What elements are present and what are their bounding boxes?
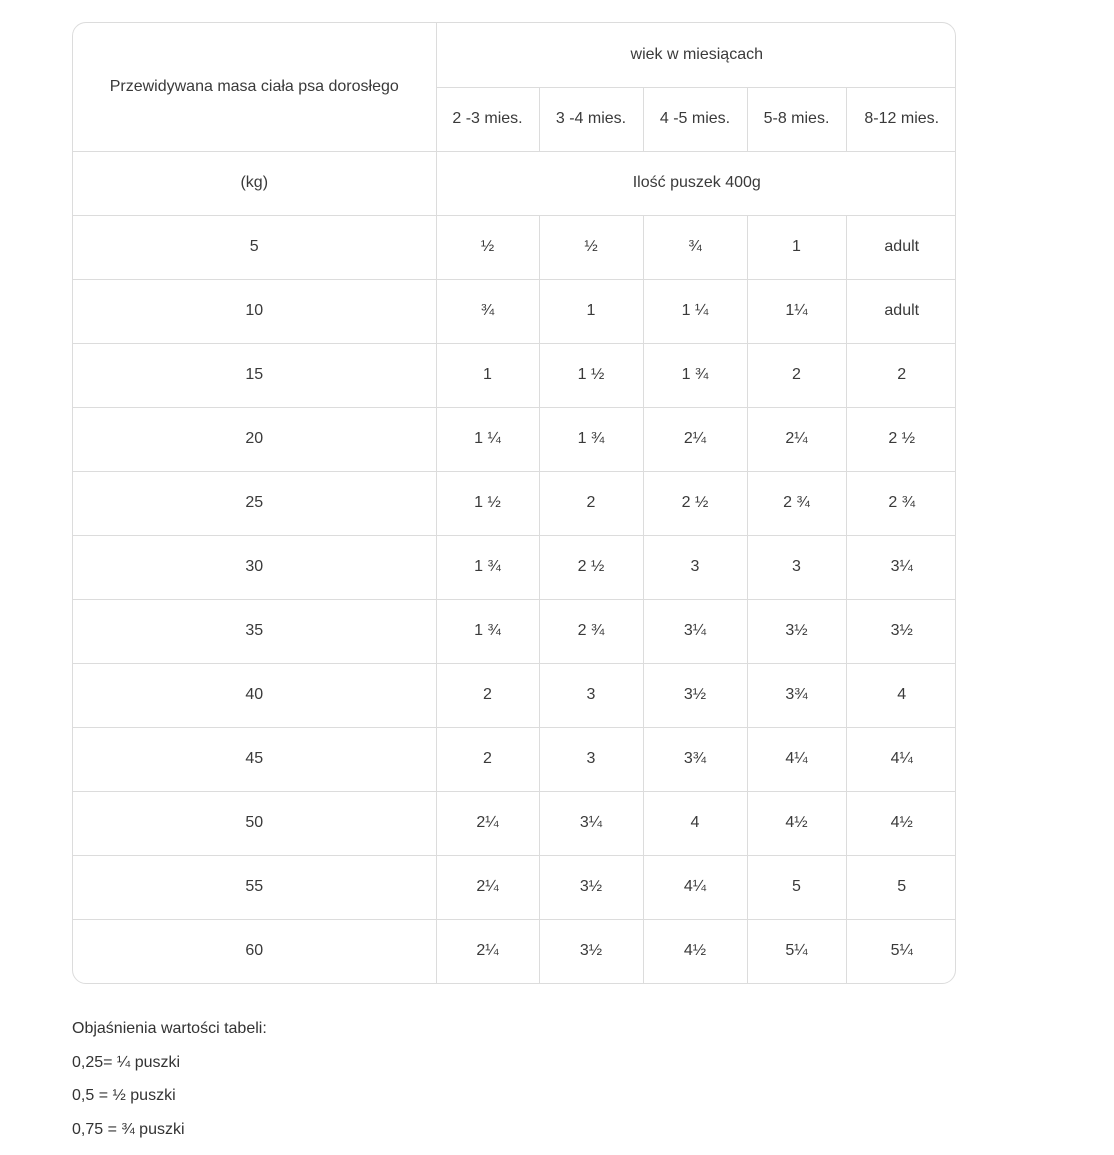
portion-cell: ½ (539, 215, 643, 279)
portion-cell: 3½ (539, 919, 643, 983)
portion-cell: ¾ (436, 279, 539, 343)
table-row (73, 471, 956, 535)
table-row (73, 919, 956, 983)
portion-cell: 2¼ (747, 407, 846, 471)
portion-cell: 3½ (539, 855, 643, 919)
weight-cell: 55 (73, 855, 436, 919)
portion-cell: 2 ¾ (747, 471, 846, 535)
portion-cell: 4¼ (846, 727, 956, 791)
portion-cell: 2 (846, 343, 956, 407)
portion-cell: 5 (747, 855, 846, 919)
portion-cell: 4½ (846, 791, 956, 855)
table-notes (72, 1018, 267, 1152)
note-line: 0,25= ¼ puszki (72, 1053, 181, 1071)
portion-cell: 1 ¼ (436, 407, 539, 471)
feeding-table-container (72, 22, 956, 984)
portion-cell: 3 (539, 727, 643, 791)
age-column-header: 5-8 mies. (747, 87, 846, 151)
weight-cell: 20 (73, 407, 436, 471)
weight-cell: 45 (73, 727, 436, 791)
portion-cell: 4 (643, 791, 747, 855)
unit-label: (kg) (73, 151, 436, 215)
portion-cell: ½ (436, 215, 539, 279)
portion-cell: 2 ½ (539, 535, 643, 599)
portion-cell: ¾ (643, 215, 747, 279)
table-row (73, 599, 956, 663)
table-row (73, 791, 956, 855)
header-row-3 (73, 151, 956, 215)
portion-cell: 3¼ (846, 535, 956, 599)
portion-cell: 4¼ (643, 855, 747, 919)
quantity-label: Ilość puszek 400g (436, 151, 956, 215)
portion-cell: 5¼ (747, 919, 846, 983)
portion-cell: 3¾ (643, 727, 747, 791)
portion-cell: 2 ¾ (539, 599, 643, 663)
table-row (73, 215, 956, 279)
table-row (73, 855, 956, 919)
age-column-header: 2 -3 mies. (436, 87, 539, 151)
age-header: wiek w miesiącach (436, 23, 956, 87)
portion-cell: 1 ¾ (643, 343, 747, 407)
table-row (73, 727, 956, 791)
portion-cell: 3½ (846, 599, 956, 663)
table-row (73, 407, 956, 471)
note-line: 0,75 = ¾ puszki (72, 1120, 185, 1138)
portion-cell: 2 ½ (643, 471, 747, 535)
portion-cell: 2¼ (436, 791, 539, 855)
table-row (73, 535, 956, 599)
weight-cell: 5 (73, 215, 436, 279)
weight-cell: 35 (73, 599, 436, 663)
portion-cell: 3¼ (643, 599, 747, 663)
portion-cell: 4¼ (747, 727, 846, 791)
portion-cell: 3 (747, 535, 846, 599)
portion-cell: 3½ (747, 599, 846, 663)
portion-cell: 1 ¼ (643, 279, 747, 343)
portion-cell: 2¼ (436, 919, 539, 983)
table-row (73, 663, 956, 727)
weight-cell: 15 (73, 343, 436, 407)
portion-cell: 1 (747, 215, 846, 279)
portion-cell: 4 (846, 663, 956, 727)
portion-cell: 1 ¾ (539, 407, 643, 471)
portion-cell: 1 (539, 279, 643, 343)
age-column-header: 3 -4 mies. (539, 87, 643, 151)
portion-cell: 3¾ (747, 663, 846, 727)
portion-cell: 4½ (643, 919, 747, 983)
portion-cell: 2 ¾ (846, 471, 956, 535)
portion-cell: 1 ½ (436, 471, 539, 535)
portion-cell: 5¼ (890, 942, 913, 960)
weight-cell: 40 (73, 663, 436, 727)
portion-cell: 1 ¾ (436, 599, 539, 663)
feeding-table (73, 23, 956, 983)
weight-cell: 30 (73, 535, 436, 599)
portion-cell: 3 (643, 535, 747, 599)
age-column-header: 8-12 mies. (846, 87, 956, 151)
portion-cell: 2 (747, 343, 846, 407)
portion-cell: 2 (436, 663, 539, 727)
portion-cell: 2 (539, 471, 643, 535)
portion-cell: 3½ (643, 663, 747, 727)
portion-cell: 1 (436, 343, 539, 407)
portion-cell: 1 ¾ (436, 535, 539, 599)
weight-cell: 25 (73, 471, 436, 535)
age-column-header: 4 -5 mies. (643, 87, 747, 151)
portion-cell: 3¼ (539, 791, 643, 855)
notes-heading: Objaśnienia wartości tabeli: (72, 1020, 267, 1037)
portion-cell: 2¼ (643, 407, 747, 471)
table-row (73, 343, 956, 407)
portion-cell: 3 (539, 663, 643, 727)
portion-cell: 2 (436, 727, 539, 791)
portion-cell: 2¼ (436, 855, 539, 919)
header-row-1 (73, 23, 956, 87)
note-line: 0,5 = ½ puszki (72, 1087, 176, 1104)
portion-cell: 1 ½ (539, 343, 643, 407)
weight-cell: 50 (73, 791, 436, 855)
portion-cell: 2 ½ (846, 407, 956, 471)
table-row (73, 279, 956, 343)
weight-header: Przewidywana masa ciała psa dorosłego (73, 23, 436, 151)
portion-cell: adult (846, 279, 956, 343)
portion-cell: 1¼ (747, 279, 846, 343)
weight-cell: 60 (73, 919, 436, 983)
portion-cell: 5 (846, 855, 956, 919)
portion-cell: 4½ (747, 791, 846, 855)
weight-cell: 10 (73, 279, 436, 343)
portion-cell: adult (846, 215, 956, 279)
